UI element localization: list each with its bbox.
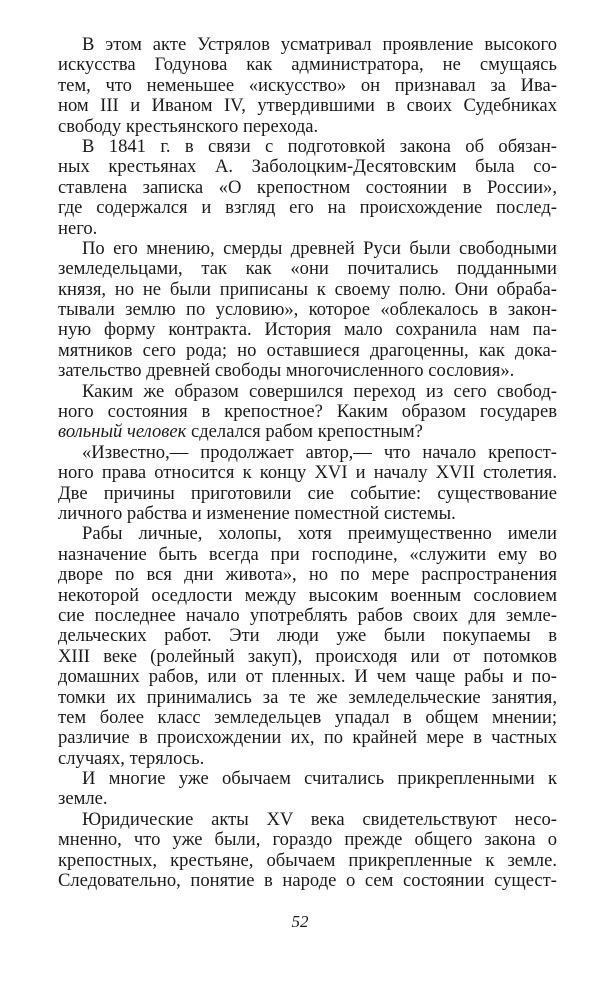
paragraph (58, 35, 557, 137)
text-line: Следовательно, понятие в народе о сем состоянии сущест- (58, 870, 557, 892)
text-line: него. (58, 217, 98, 239)
page-body-text (58, 35, 557, 891)
text-line: земле. (58, 788, 108, 810)
text-line: Каким же образом совершился переход из сего свобод- (82, 380, 557, 402)
text-line: зательство древней свободы многочисленного сословия». (58, 360, 515, 382)
text-line: ставлена записка «О крепостном состоянии в России», (58, 176, 557, 198)
text-line: тем, что неменьшее «искусство» он признавал за Ива- (58, 74, 557, 96)
text-line: Две причины приготовили сие событие: существование (58, 482, 557, 504)
paragraph (58, 137, 557, 239)
page-number: 52 (291, 912, 309, 931)
text-line: сие последнее начало употреблять рабов своих для земле- (58, 604, 557, 626)
text-line: дельческих работ. Эти люди уже были покупаемы в (58, 625, 557, 647)
text-line: крепостных, крестьяне, обычаем прикрепленные к земле. (58, 849, 557, 871)
text-line: ных крестьянах А. Заболоцким-Десятовским была со- (58, 156, 557, 178)
text-line: тывали землю по условию», которое «облекалось в закон- (58, 299, 557, 321)
text-line: По его мнению, смерды древней Руси были свободными (82, 237, 557, 259)
text-line: ного состояния в крепостное? Каким образом государев (58, 401, 557, 423)
paragraph (58, 769, 557, 810)
text-line: тем более класс земледельцев упадал в общем мнении; (58, 706, 557, 728)
paragraph (58, 239, 557, 382)
text-line: некоторой оседлости между высоким военным сословием (58, 584, 557, 606)
italic-phrase: вольный человек (58, 421, 187, 443)
text-line: томки их принимались за те же земледельческие занятия, (58, 686, 557, 708)
text-line: случаях, терялось. (58, 747, 205, 769)
text-line: ную форму контракта. История мало сохранила нам па- (58, 319, 557, 341)
text-line: земледельцами, так как «они почитались подданными (58, 258, 557, 280)
text-line: ном III и Иваном IV, утвердившими в своих Судебниках (58, 95, 557, 117)
text-line: Рабы личные, холопы, хотя преимущественно имели (82, 523, 557, 545)
text-line: В этом акте Устрялов усматривал проявление высокого (82, 34, 557, 55)
text-line: XIII веке (ролейный закуп), происходя или от потомков (58, 645, 557, 667)
text-line: различие в происхождении их, по крайней мере в частных (58, 727, 557, 749)
text-line: ного права относится к концу XVI и началу XVII столетия. (58, 462, 557, 484)
paragraph (58, 524, 557, 769)
text-line: В 1841 г. в связи с подготовкой закона об обязан- (82, 135, 557, 157)
paragraph (58, 810, 557, 892)
text-line: князя, но не были приписаны к своему полю. Они обраба- (58, 278, 557, 300)
text-line: мятников сего рода; но оставшиеся драгоценны, как дока- (58, 339, 557, 361)
text-line: где содержался и взгляд его на происхождение послед- (58, 197, 557, 219)
text-segment: сделался рабом крепостным? (186, 421, 423, 443)
text-line: И многие уже обычаем считались прикрепленными к (82, 768, 557, 790)
text-line: личного рабства и изменение поместной системы. (58, 502, 456, 524)
text-line: Юридические акты XV века свидетельствуют несо- (82, 808, 557, 830)
paragraph (58, 382, 557, 443)
text-line: назначение быть всегда при господине, «служити ему во (58, 543, 557, 565)
text-line: свободу крестьянского перехода. (58, 115, 319, 137)
paragraph (58, 443, 557, 525)
text-line (58, 422, 557, 442)
text-line: домашних рабов, или от пленных. И чем чаще рабы и по- (58, 666, 557, 688)
text-line: «Известно,— продолжает автор,— что начало крепост- (82, 441, 557, 463)
text-line: искусства Годунова как администратора, не смущаясь (58, 54, 557, 76)
text-line: дворе по вся дни живота», но по мере распространения (58, 564, 557, 586)
text-line: мненно, что уже были, гораздо прежде общего закона о (58, 829, 557, 851)
